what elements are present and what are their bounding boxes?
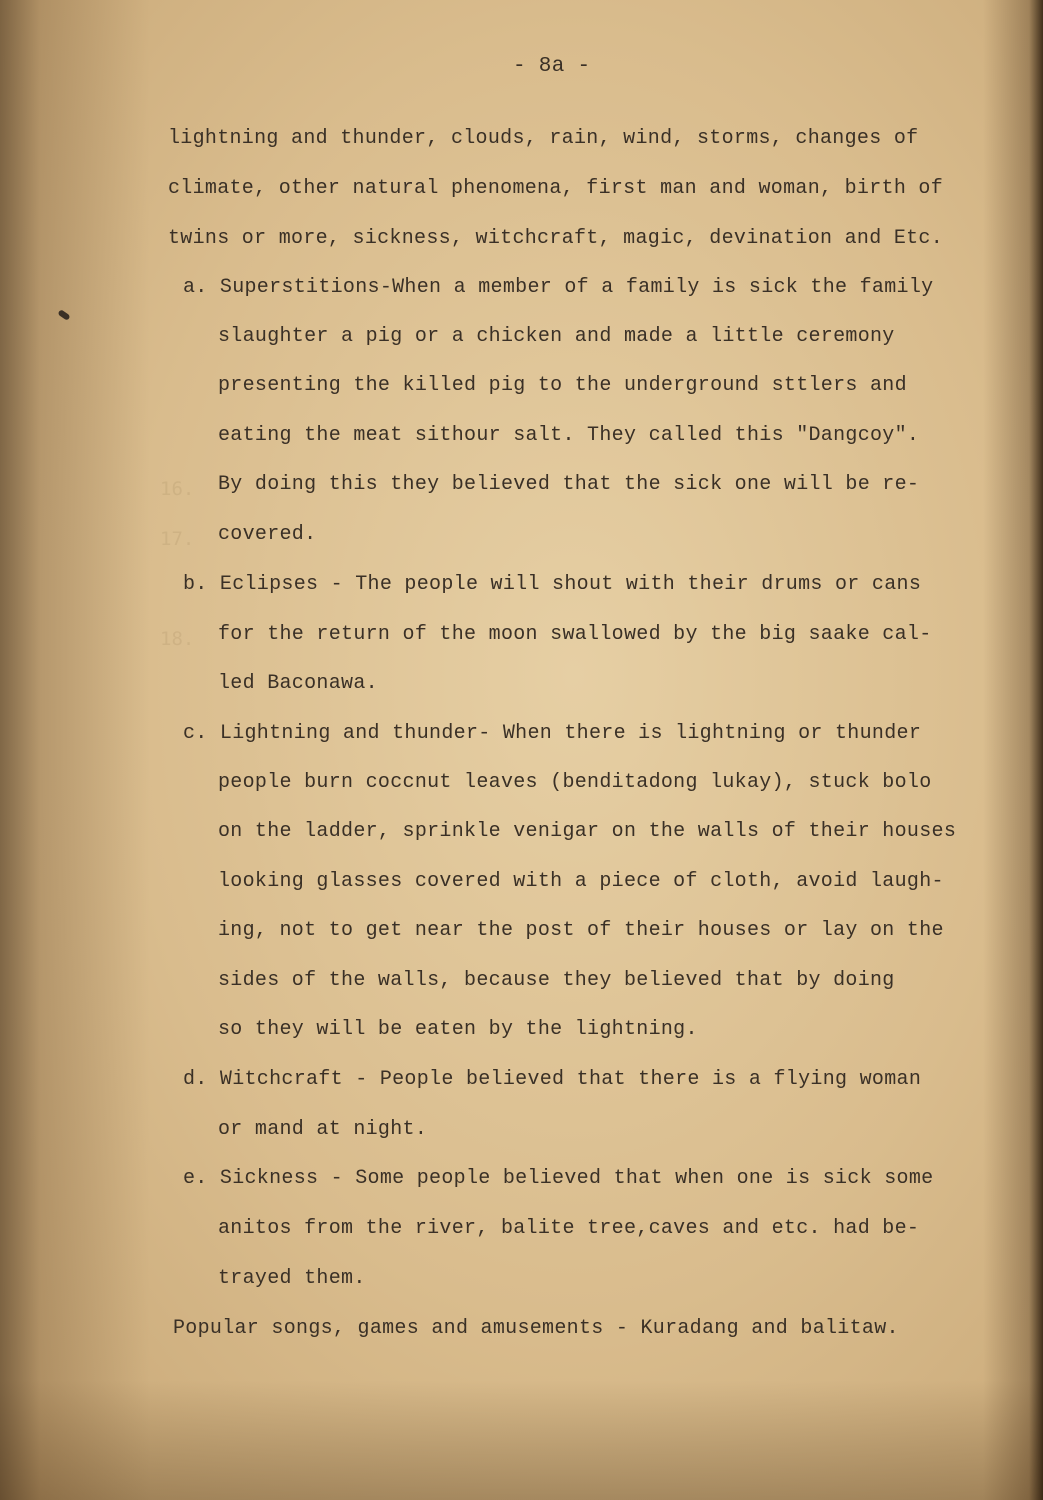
bleed-through-text: 17. xyxy=(160,528,195,550)
bleed-through-text: 16. xyxy=(160,478,195,500)
text-line: lightning and thunder, clouds, rain, wind, storms, changes of xyxy=(168,127,919,150)
text-line: sides of the walls, because they believed that by doing xyxy=(218,969,895,992)
ink-mark xyxy=(57,309,70,321)
text-line: trayed them. xyxy=(218,1267,366,1290)
text-line: b. Eclipses - The people will shout with their drums or cans xyxy=(183,573,922,596)
text-line: twins or more, sickness, witchcraft, magic, devination and Etc. xyxy=(168,227,944,250)
text-line: ing, not to get near the post of their houses or lay on the xyxy=(218,919,944,942)
text-line: climate, other natural phenomena, first man and woman, birth of xyxy=(168,177,944,200)
text-line: so they will be eaten by the lightning. xyxy=(218,1018,698,1041)
text-line: c. Lightning and thunder- When there is lightning or thunder xyxy=(183,722,922,745)
text-line: e. Sickness - Some people believed that when one is sick some xyxy=(183,1167,934,1190)
text-line: led Baconawa. xyxy=(218,672,378,695)
text-line: d. Witchcraft - People believed that there is a flying woman xyxy=(183,1068,922,1091)
text-line: slaughter a pig or a chicken and made a little ceremony xyxy=(218,325,895,348)
page-number: - 8a - xyxy=(513,55,591,78)
text-line: people burn coccnut leaves (benditadong lukay), stuck bolo xyxy=(218,771,932,794)
text-line: or mand at night. xyxy=(218,1118,428,1141)
text-line: looking glasses covered with a piece of cloth, avoid laugh- xyxy=(218,870,944,893)
text-line: presenting the killed pig to the underground sttlers and xyxy=(218,374,907,397)
text-line: on the ladder, sprinkle venigar on the walls of their houses xyxy=(218,820,957,843)
bleed-through-text: 18. xyxy=(160,628,195,650)
text-line: for the return of the moon swallowed by the big saake cal- xyxy=(218,623,932,646)
text-line: Popular songs, games and amusements - Kuradang and balitaw. xyxy=(173,1317,899,1340)
text-line: anitos from the river, balite tree,caves and etc. had be- xyxy=(218,1217,920,1240)
text-line: a. Superstitions-When a member of a family is sick the family xyxy=(183,276,934,299)
text-line: By doing this they believed that the sick one will be re- xyxy=(218,473,920,496)
text-line: eating the meat sithour salt. They called this "Dangcoy". xyxy=(218,424,920,447)
text-line: covered. xyxy=(218,523,317,546)
